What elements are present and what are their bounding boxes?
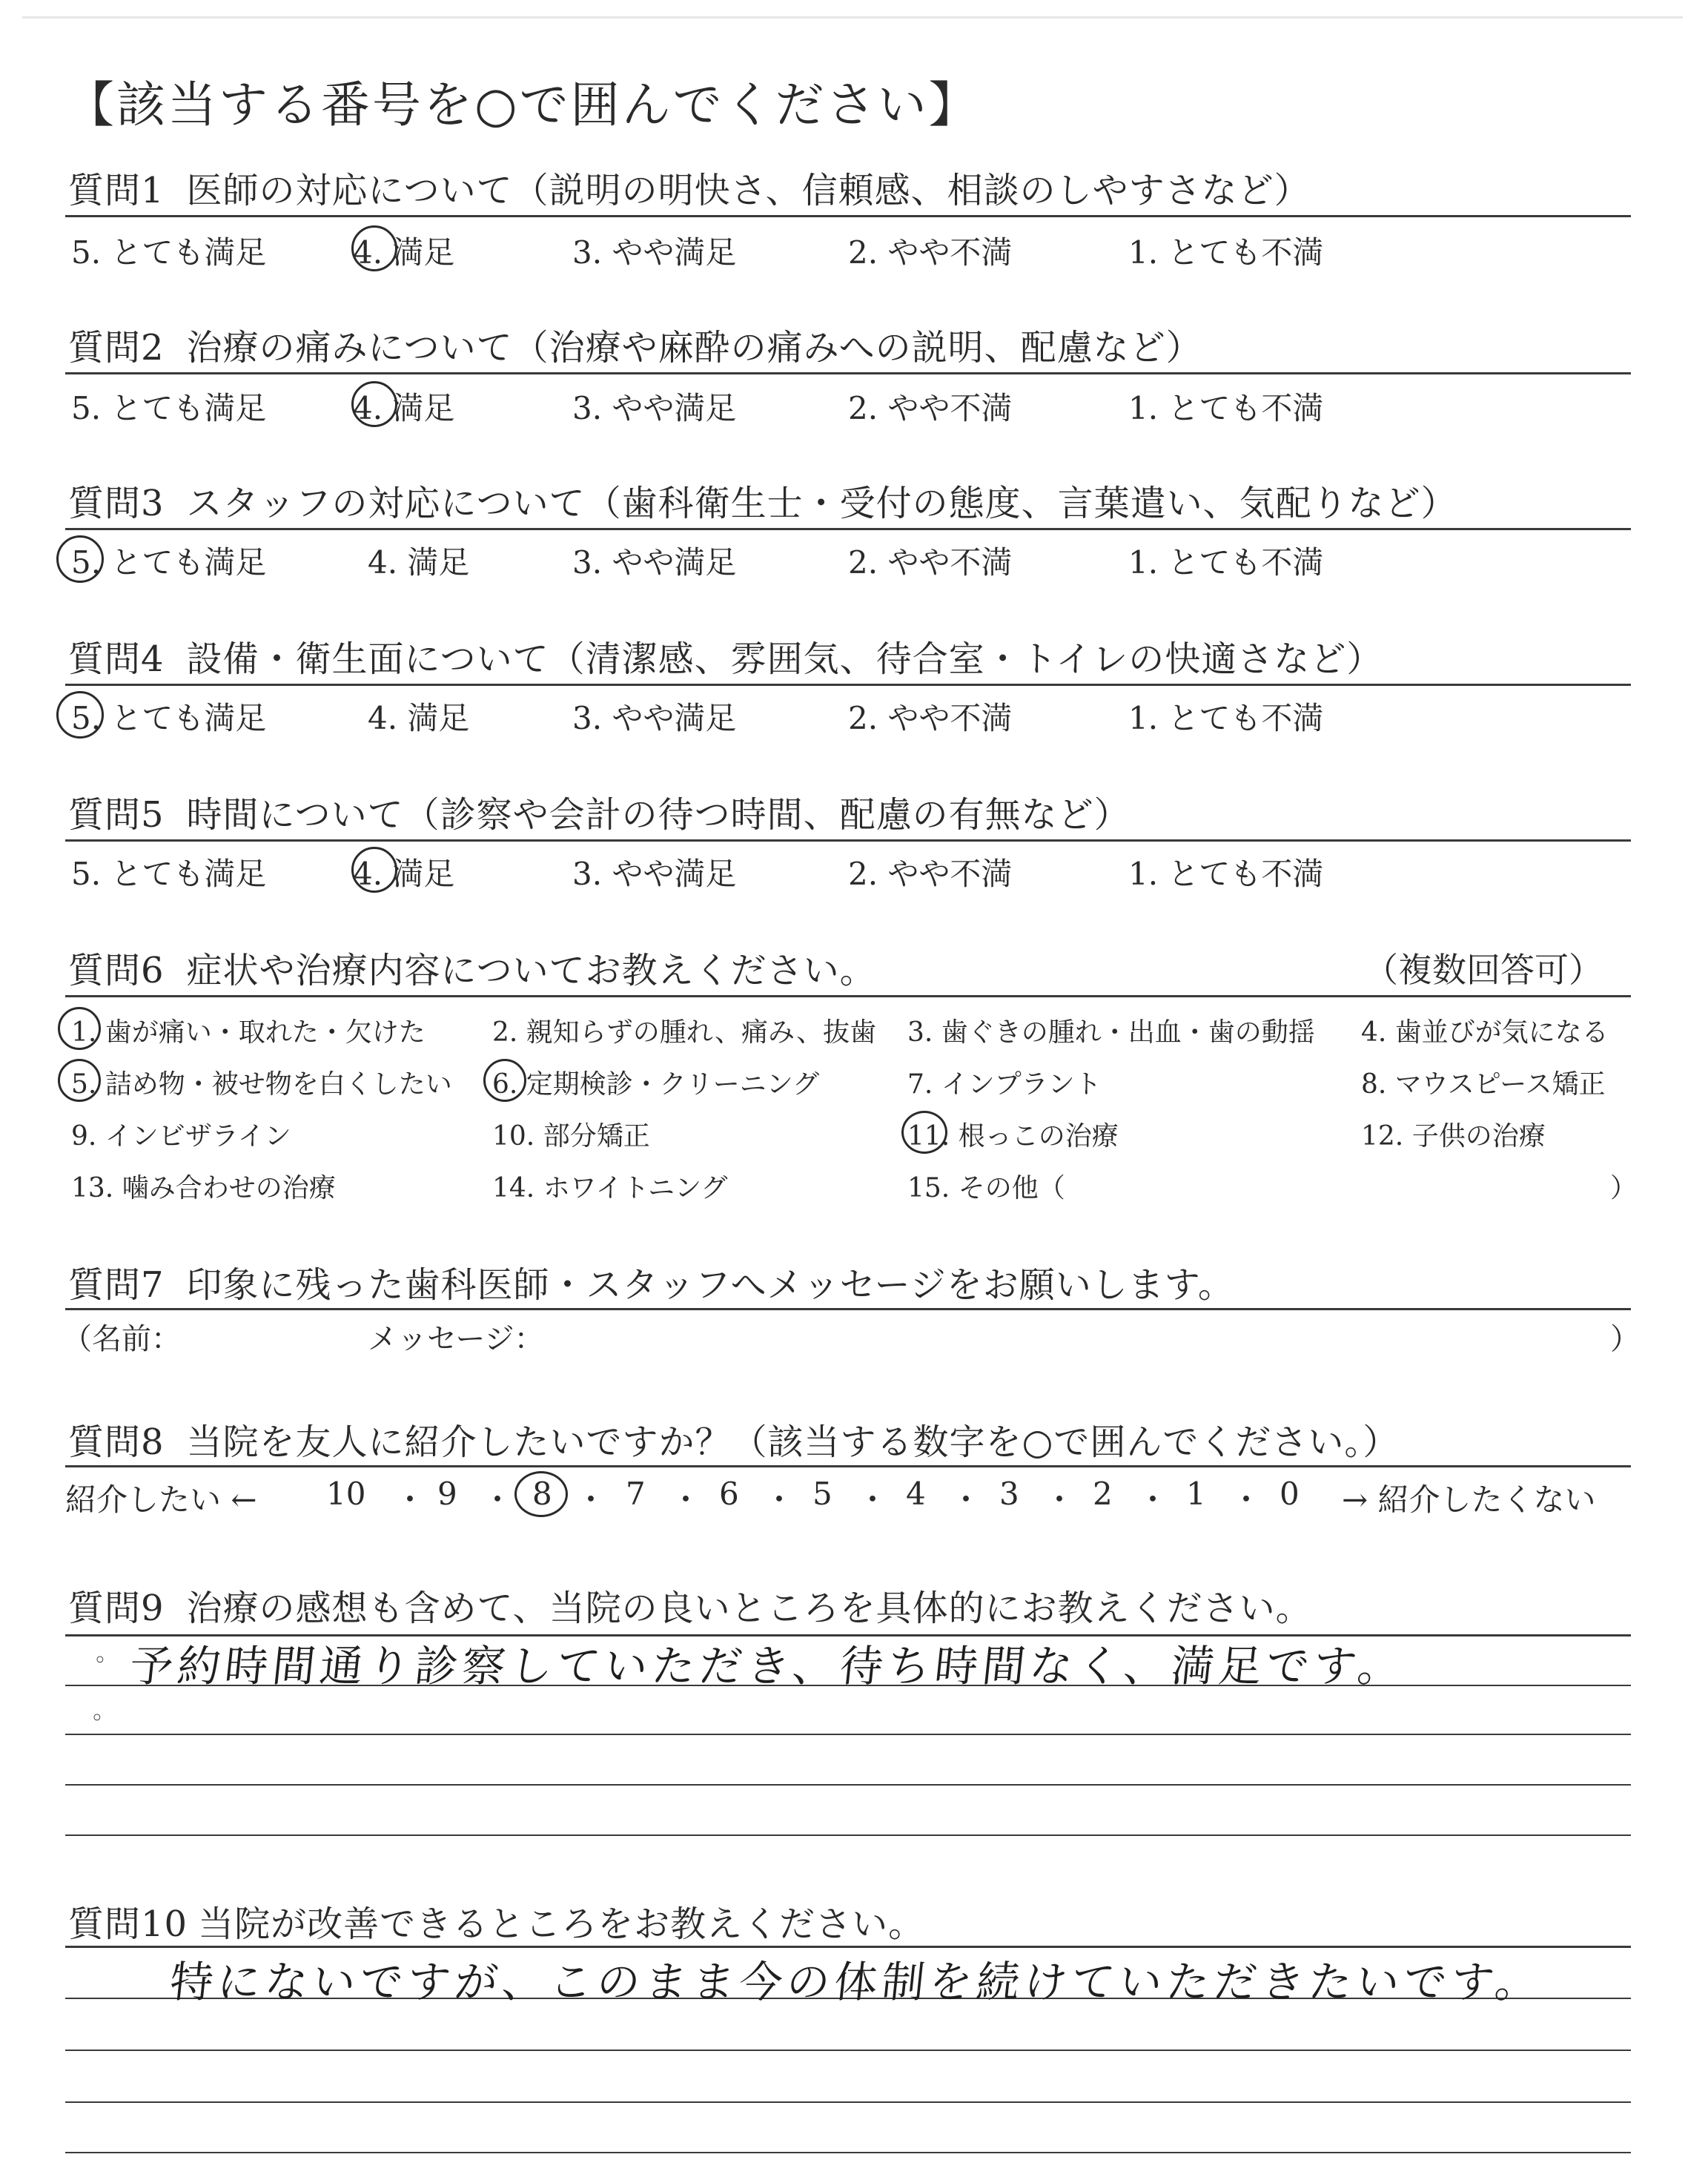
recommend-option-6[interactable]: 6 [719,1476,739,1512]
q1-option-5[interactable]: 5. とても満足 [71,234,267,271]
q3-option-2[interactable]: 2. やや不満 [848,544,1013,581]
q2-selection-circle [351,381,397,427]
q9-handwritten-answer: 予約時間通り診察していただき、待ち時間なく、満足です。 [127,1641,1408,1691]
question-number: 質問8 [68,1421,165,1463]
question-number: 質問10 [68,1903,188,1945]
q6-option-3[interactable]: 3. 歯ぐきの腫れ・出血・歯の動揺 [907,1017,1315,1048]
scale-dot: ・ [950,1482,982,1518]
q6-option-2[interactable]: 2. 親知らずの腫れ、痛み、抜歯 [492,1017,877,1048]
recommend-option-2[interactable]: 2 [1093,1476,1113,1512]
q6-selection-circle-1 [58,1007,101,1050]
writing-line [65,1784,1631,1786]
q10-handwritten-answer: 特にないですが、このまま今の体制を続けていただきたいです。 [167,1957,1546,2007]
q4-option-1[interactable]: 1. とても不満 [1128,700,1324,736]
top-border [22,16,1683,19]
recommend-option-5[interactable]: 5 [812,1476,833,1512]
question-text: 印象に残った歯科医師・スタッフへメッセージをお願いします。 [186,1264,1234,1306]
q6-selection-circle-6 [483,1059,526,1102]
question-number: 質問7 [68,1264,165,1306]
q8-selection-circle [514,1471,568,1517]
q5-selection-circle [351,847,397,893]
q6-selection-circle-5 [58,1059,101,1102]
q2-option-3[interactable]: 3. やや満足 [572,390,737,426]
question-text: スタッフの対応について（歯科衛生士・受付の態度、言葉遣い、気配りなど） [186,483,1457,524]
scale-dot: ・ [575,1482,607,1518]
q6-selection-circle-11 [901,1111,947,1154]
q6-option-1[interactable]: 1. 歯が痛い・取れた・欠けた [71,1017,426,1048]
q3-selection-circle [56,535,104,583]
q2-option-2[interactable]: 2. やや不満 [848,390,1013,426]
recommend-option-1[interactable]: 1 [1186,1476,1206,1512]
question-5-title [68,786,1131,837]
q4-option-4[interactable]: 4. 満足 [368,700,470,736]
question-9-title [68,1579,1312,1631]
writing-line [65,2152,1631,2153]
q3-option-4[interactable]: 4. 満足 [368,544,470,581]
question-text: 当院が改善できるところをお教えください。 [198,1903,925,1945]
question-2-title [68,319,1202,370]
message-close-paren: ） [1610,1322,1640,1356]
question-8-title [68,1413,1399,1464]
recommend-option-8[interactable]: 8 [532,1476,552,1512]
scale-dot: ・ [394,1482,426,1518]
q6-option-14[interactable]: 14. ホワイトニング [492,1173,728,1203]
writing-line [65,1834,1631,1836]
question-text: 当院を友人に紹介したいですか？（該当する数字を○で囲んでください。） [186,1421,1400,1463]
question-7-title [68,1256,1234,1307]
q3-option-1[interactable]: 1. とても不満 [1128,544,1324,581]
writing-line [65,2050,1631,2051]
q6-option-10[interactable]: 10. 部分矯正 [492,1121,650,1152]
question-2-rule [65,372,1631,374]
q2-option-4[interactable]: 4. 満足 [353,390,455,426]
scale-dot: ・ [482,1482,514,1518]
q5-option-5[interactable]: 5. とても満足 [71,856,267,892]
q6-option-9[interactable]: 9. インビザライン [71,1121,291,1152]
q1-selection-circle [351,225,397,271]
bullet-mark: ◦ [90,1705,104,1731]
question-4-title [68,630,1383,681]
scale-dot: ・ [857,1482,889,1518]
question-1-title [68,162,1311,213]
q5-option-1[interactable]: 1. とても不満 [1128,856,1324,892]
question-3-rule [65,528,1631,530]
q6-option-15-close: ） [1610,1173,1638,1203]
recommend-option-9[interactable]: 9 [437,1476,457,1512]
scale-dot: ・ [1044,1482,1076,1518]
q6-option-7[interactable]: 7. インプラント [907,1069,1102,1100]
q6-option-15[interactable]: 15. その他（ [907,1173,1065,1203]
message-label: メッセージ： [368,1322,544,1356]
multiple-answers-note: （複数回答可） [1364,950,1603,990]
q1-option-4[interactable]: 4. 満足 [353,234,455,271]
question-6-title [68,942,876,993]
q5-option-3[interactable]: 3. やや満足 [572,856,737,892]
recommend-left-label: 紹介したい ← [65,1482,257,1518]
recommend-right-label: → 紹介したくない [1342,1482,1596,1518]
name-label: （名前： [62,1322,181,1356]
q6-option-5[interactable]: 5. 詰め物・被せ物を白くしたい [71,1069,452,1100]
q6-option-12[interactable]: 12. 子供の治療 [1361,1121,1546,1152]
scale-dot: ・ [1231,1482,1262,1518]
question-text: 医師の対応について（説明の明快さ、信頼感、相談のしやすさなど） [186,170,1311,211]
q4-selection-circle [56,691,104,739]
question-text: 時間について（診察や会計の待つ時間、配慮の有無など） [186,794,1131,836]
question-8-rule [65,1465,1631,1467]
q5-option-2[interactable]: 2. やや不満 [848,856,1013,892]
q1-option-3[interactable]: 3. やや満足 [572,234,737,271]
q5-option-4[interactable]: 4. 満足 [353,856,455,892]
q3-option-3[interactable]: 3. やや満足 [572,544,737,581]
question-text: 症状や治療内容についてお教えください。 [186,950,876,991]
question-text: 設備・衛生面について（清潔感、雰囲気、待合室・トイレの快適さなど） [186,638,1383,680]
question-3-title [68,475,1457,526]
question-7-rule [65,1308,1631,1310]
page-heading: 【該当する番号を○で囲んでください】 [65,76,980,133]
question-text: 治療の感想も含めて、当院の良いところを具体的にお教えください。 [186,1588,1312,1629]
question-5-rule [65,839,1631,842]
q6-option-13[interactable]: 13. 噛み合わせの治療 [71,1173,336,1203]
q1-option-1[interactable]: 1. とても不満 [1128,234,1324,271]
q6-option-8[interactable]: 8. マウスピース矯正 [1361,1069,1606,1100]
question-10-title [68,1895,924,1946]
q6-option-6[interactable]: 6. 定期検診・クリーニング [492,1069,820,1100]
question-6-rule [65,995,1631,997]
q4-option-5[interactable]: 5. とても満足 [71,700,267,736]
scale-dot: ・ [670,1482,702,1518]
q6-option-11[interactable]: 11. 根っこの治療 [907,1121,1119,1152]
writing-line [65,2101,1631,2103]
question-number: 質問4 [68,638,165,680]
recommend-option-4[interactable]: 4 [906,1476,926,1512]
q6-option-4[interactable]: 4. 歯並びが気になる [1361,1017,1609,1048]
question-number: 質問9 [68,1588,165,1629]
question-number: 質問2 [68,327,165,369]
question-number: 質問3 [68,483,165,524]
recommend-option-3[interactable]: 3 [999,1476,1019,1512]
scale-dot: ・ [764,1482,795,1518]
q4-option-2[interactable]: 2. やや不満 [848,700,1013,736]
question-number: 質問1 [68,170,165,211]
q3-option-5[interactable]: 5. とても満足 [71,544,267,581]
question-number: 質問6 [68,950,165,991]
q4-option-3[interactable]: 3. やや満足 [572,700,737,736]
question-1-rule [65,215,1631,217]
recommend-option-7[interactable]: 7 [626,1476,646,1512]
recommend-option-0[interactable]: 0 [1280,1476,1300,1512]
writing-line [65,1734,1631,1735]
recommend-option-10[interactable]: 10 [326,1476,366,1512]
question-number: 質問5 [68,794,165,836]
scale-dot: ・ [1137,1482,1169,1518]
bullet-mark: ◦ [93,1648,107,1674]
question-text: 治療の痛みについて（治療や麻酔の痛みへの説明、配慮など） [186,327,1202,369]
question-4-rule [65,684,1631,686]
q2-option-1[interactable]: 1. とても不満 [1128,390,1324,426]
q1-option-2[interactable]: 2. やや不満 [848,234,1013,271]
q2-option-5[interactable]: 5. とても満足 [71,390,267,426]
